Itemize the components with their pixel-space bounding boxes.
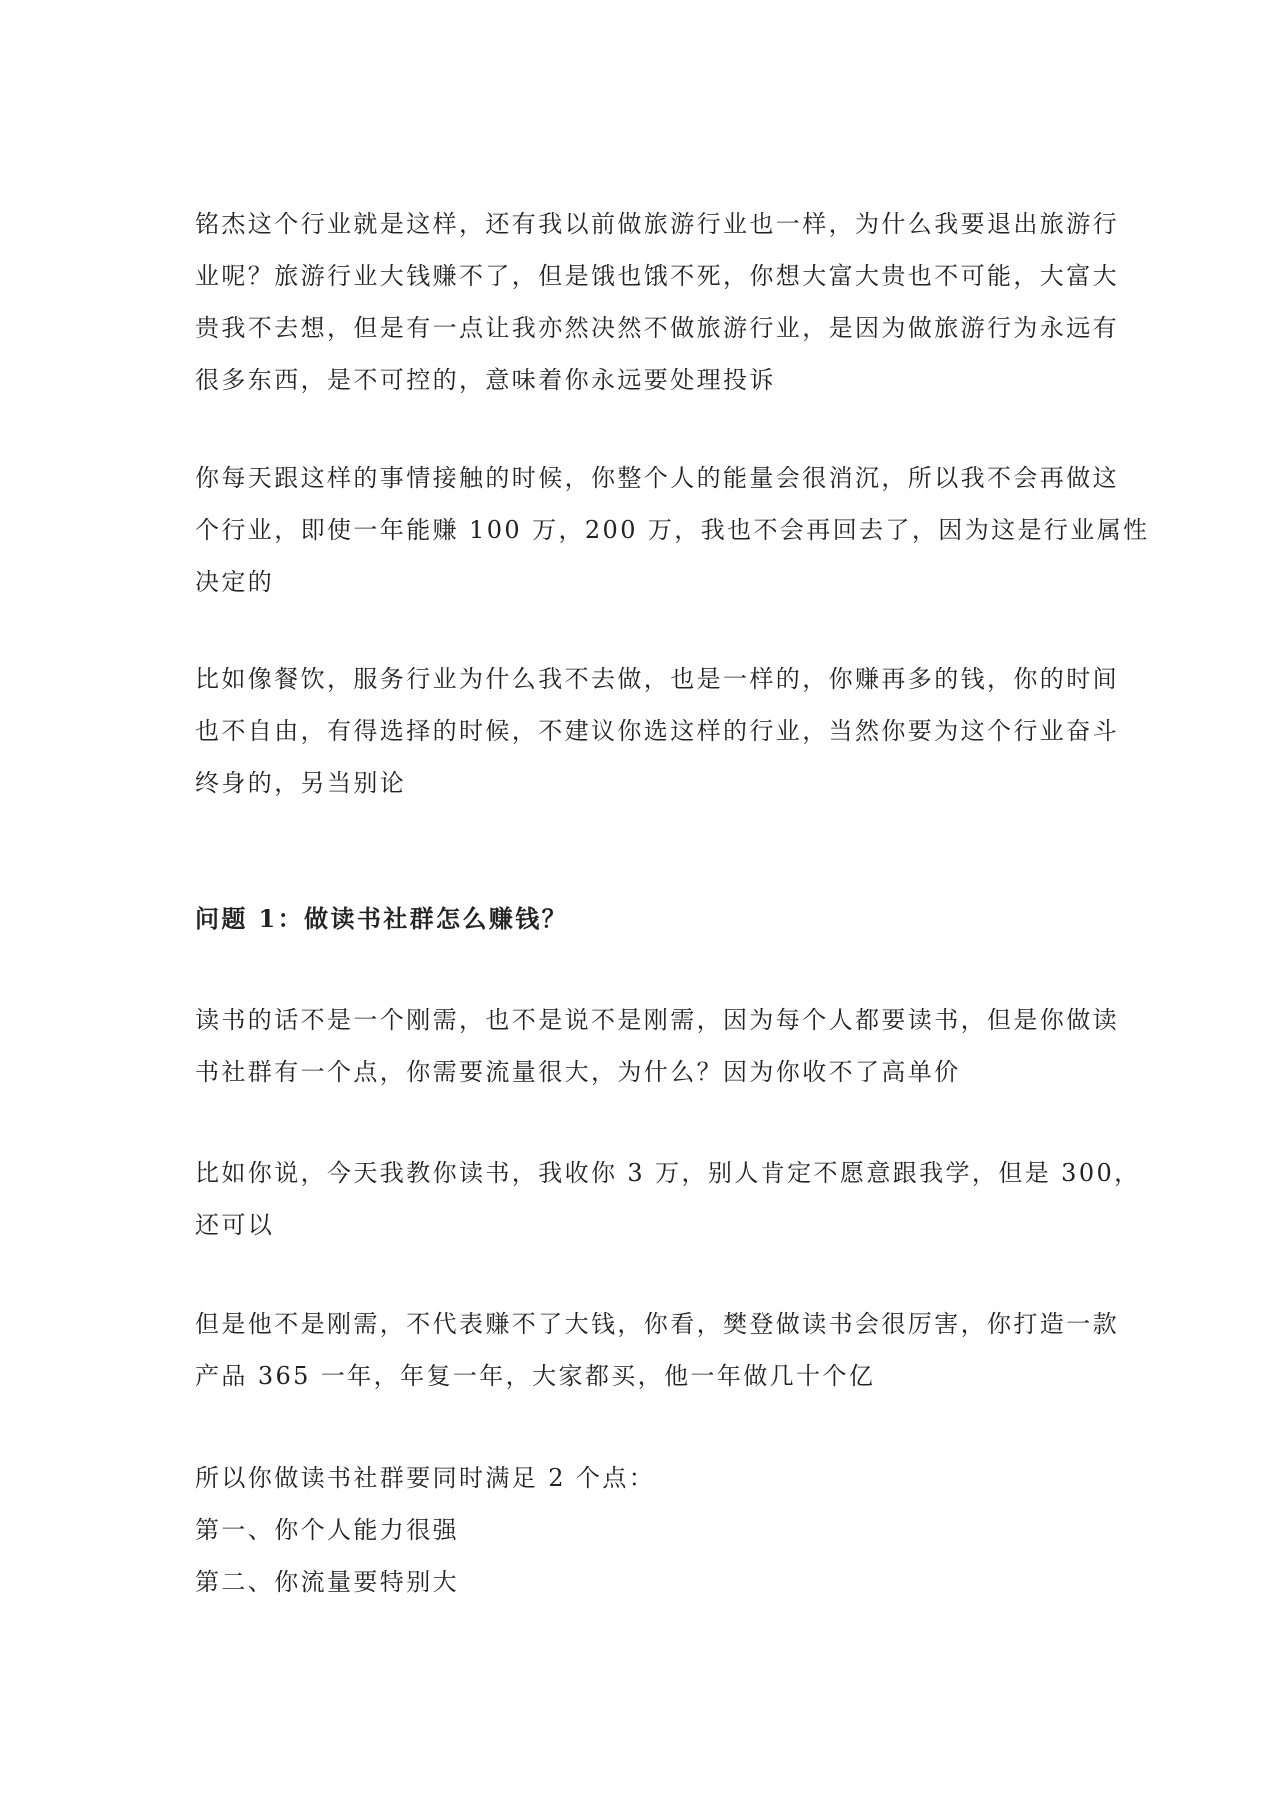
text-line: 但是他不是刚需，不代表赚不了大钱，你看，樊登做读书会很厉害，你打造一款 [195, 1310, 1119, 1338]
text-line: 个行业，即使一年能赚 100 万，200 万，我也不会再回去了，因为这是行业属性 [195, 516, 1150, 544]
text-line: 比如你说，今天我教你读书，我收你 3 万，别人肯定不愿意跟我学，但是 300， [195, 1159, 1141, 1187]
text-line: 还可以 [195, 1211, 275, 1239]
paragraph-fandeng-example [195, 1298, 1119, 1402]
question-heading: 问题 1：做读书社群怎么赚钱？ [195, 904, 569, 933]
text-line: 决定的 [195, 568, 275, 596]
paragraph-reading-demand [195, 994, 1119, 1098]
requirements-list [195, 1452, 1095, 1608]
text-line: 也不自由，有得选择的时候，不建议你选这样的行业，当然你要为这个行业奋斗 [195, 717, 1119, 745]
text-line: 终身的，另当别论 [195, 769, 407, 797]
text-line: 很多东西，是不可控的，意味着你永远要处理投诉 [195, 366, 776, 394]
text-line: 产品 365 一年，年复一年，大家都买，他一年做几十个亿 [195, 1362, 876, 1390]
list-item: 第一、你个人能力很强 [195, 1516, 459, 1544]
text-line: 贵我不去想，但是有一点让我亦然决然不做旅游行业，是因为做旅游行为永远有 [195, 314, 1119, 342]
text-line: 书社群有一个点，你需要流量很大，为什么？因为你收不了高单价 [195, 1058, 961, 1086]
text-line: 铭杰这个行业就是这样，还有我以前做旅游行业也一样，为什么我要退出旅游行 [195, 210, 1119, 238]
list-intro: 所以你做读书社群要同时满足 2 个点： [195, 1464, 656, 1492]
paragraph-catering [195, 653, 1119, 809]
paragraph-travel-industry [195, 198, 1119, 406]
paragraph-energy [195, 452, 1150, 608]
text-line: 读书的话不是一个刚需，也不是说不是刚需，因为每个人都要读书，但是你做读 [195, 1006, 1119, 1034]
text-line: 业呢？旅游行业大钱赚不了，但是饿也饿不死，你想大富大贵也不可能，大富大 [195, 262, 1119, 290]
text-line: 你每天跟这样的事情接触的时候，你整个人的能量会很消沉，所以我不会再做这 [195, 464, 1119, 492]
text-line: 比如像餐饮，服务行业为什么我不去做，也是一样的，你赚再多的钱，你的时间 [195, 665, 1119, 693]
paragraph-pricing [195, 1147, 1141, 1251]
list-item: 第二、你流量要特别大 [195, 1568, 459, 1596]
